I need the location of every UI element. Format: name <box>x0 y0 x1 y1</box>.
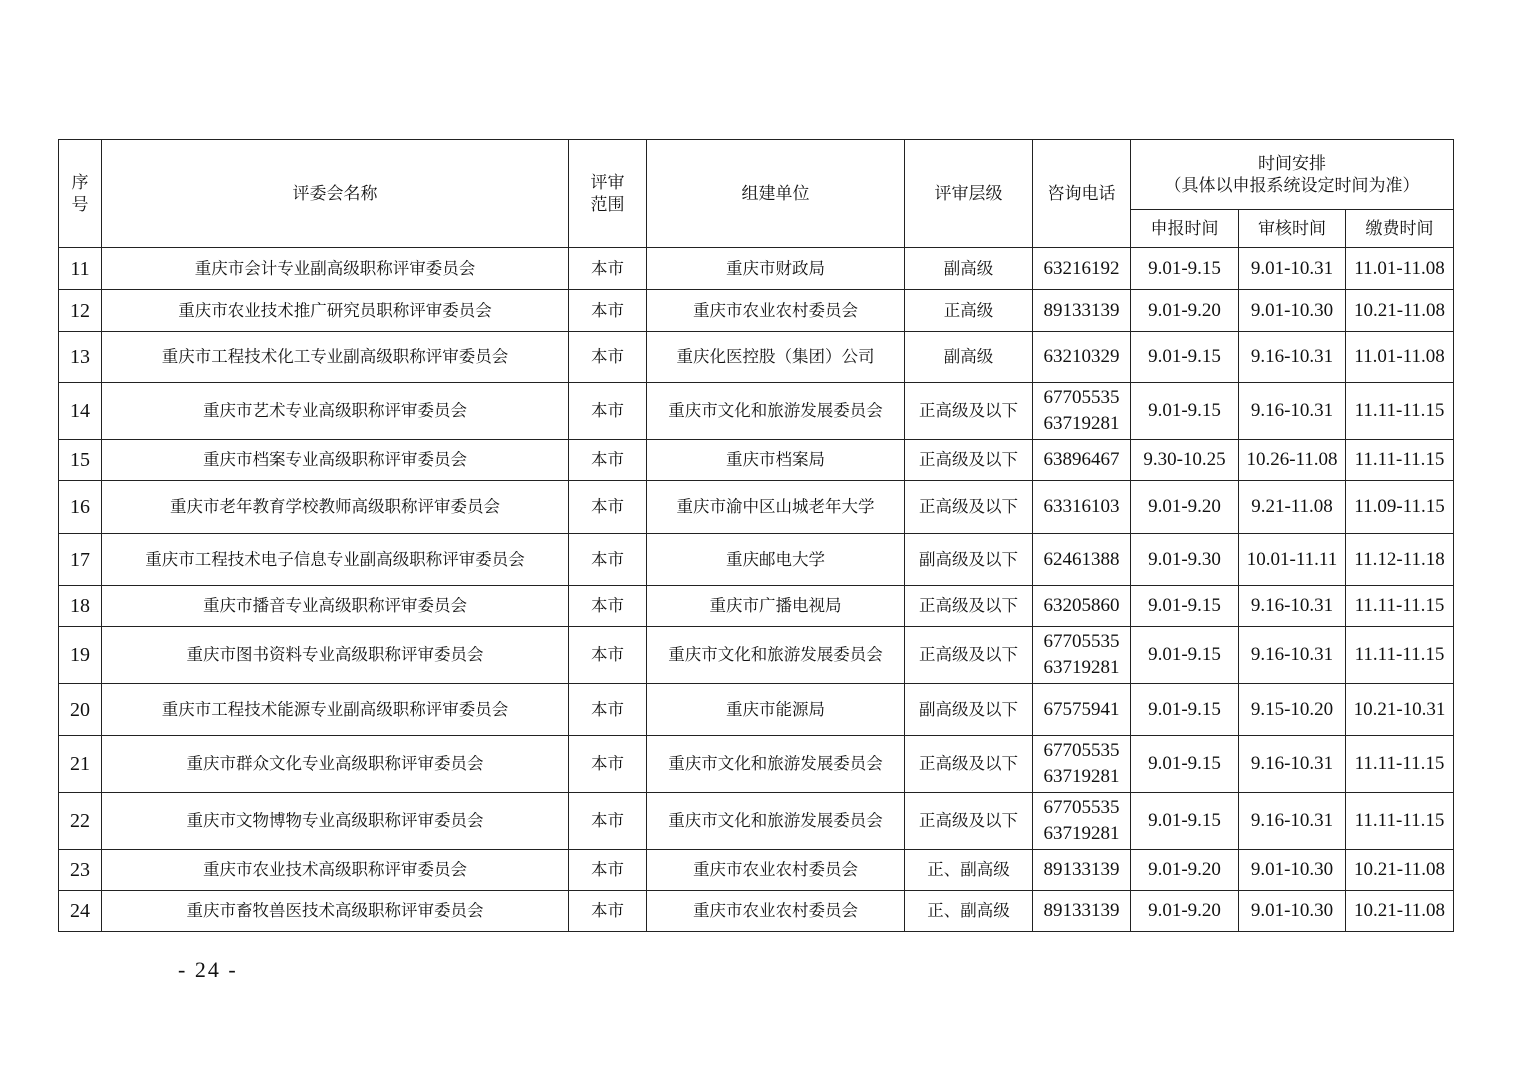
row-review-time: 10.26-11.08 <box>1239 440 1346 481</box>
phone-number: 67575941 <box>1043 698 1120 720</box>
row-committee-name: 重庆市工程技术化工专业副高级职称评审委员会 <box>102 332 569 383</box>
header-level: 评审层级 <box>905 140 1033 248</box>
table-row <box>59 586 1454 627</box>
row-phone <box>1033 383 1131 440</box>
table-row <box>59 891 1454 932</box>
row-review-time: 9.16-10.31 <box>1239 793 1346 850</box>
phone-number: 63719281 <box>1043 657 1120 678</box>
row-committee-name: 重庆市会计专业副高级职称评审委员会 <box>102 248 569 290</box>
row-org: 重庆市农业农村委员会 <box>647 850 905 891</box>
row-seq: 22 <box>59 793 102 850</box>
table-row <box>59 440 1454 481</box>
row-fee-time: 10.21-11.08 <box>1346 891 1454 932</box>
row-phone <box>1033 627 1131 684</box>
row-fee-time: 11.01-11.08 <box>1346 332 1454 383</box>
row-org: 重庆市农业农村委员会 <box>647 290 905 332</box>
phone-number: 63316103 <box>1043 496 1120 517</box>
row-scope: 本市 <box>569 793 647 850</box>
row-scope: 本市 <box>569 627 647 684</box>
row-org: 重庆市文化和旅游发展委员会 <box>647 793 905 850</box>
row-level: 正高级及以下 <box>905 793 1033 850</box>
table-row <box>59 793 1454 850</box>
table-body <box>59 248 1454 932</box>
review-committee-table <box>58 139 1454 932</box>
row-phone <box>1033 534 1131 586</box>
row-seq: 21 <box>59 736 102 793</box>
row-seq: 18 <box>59 586 102 627</box>
row-level: 正高级及以下 <box>905 586 1033 627</box>
row-phone <box>1033 850 1131 891</box>
table-row <box>59 481 1454 534</box>
row-committee-name: 重庆市农业技术高级职称评审委员会 <box>102 850 569 891</box>
table-row <box>59 736 1454 793</box>
row-seq: 24 <box>59 891 102 932</box>
row-fee-time: 11.11-11.15 <box>1346 440 1454 481</box>
row-fee-time: 11.11-11.15 <box>1346 736 1454 793</box>
row-org: 重庆市能源局 <box>647 684 905 736</box>
row-review-time: 9.01-10.31 <box>1239 248 1346 290</box>
row-level: 副高级 <box>905 248 1033 290</box>
row-committee-name: 重庆市畜牧兽医技术高级职称评审委员会 <box>102 891 569 932</box>
row-fee-time: 11.11-11.15 <box>1346 586 1454 627</box>
row-apply-time: 9.01-9.20 <box>1131 850 1239 891</box>
row-level: 正高级及以下 <box>905 383 1033 440</box>
row-review-time: 9.15-10.20 <box>1239 684 1346 736</box>
header-phone: 咨询电话 <box>1033 140 1131 248</box>
row-scope: 本市 <box>569 383 647 440</box>
phone-number: 67705535 <box>1043 740 1120 761</box>
row-scope: 本市 <box>569 586 647 627</box>
header-name: 评委会名称 <box>102 140 569 248</box>
phone-number: 63719281 <box>1043 766 1120 787</box>
row-phone <box>1033 793 1131 850</box>
row-seq: 11 <box>59 248 102 290</box>
row-apply-time: 9.01-9.15 <box>1131 793 1239 850</box>
row-seq: 15 <box>59 440 102 481</box>
row-phone <box>1033 481 1131 534</box>
row-committee-name: 重庆市老年教育学校教师高级职称评审委员会 <box>102 481 569 534</box>
phone-number: 89133139 <box>1043 900 1120 921</box>
table-row <box>59 332 1454 383</box>
row-fee-time: 11.12-11.18 <box>1346 534 1454 586</box>
row-committee-name: 重庆市艺术专业高级职称评审委员会 <box>102 383 569 440</box>
row-apply-time: 9.01-9.15 <box>1131 684 1239 736</box>
row-phone <box>1033 891 1131 932</box>
row-fee-time: 10.21-10.31 <box>1346 684 1454 736</box>
row-committee-name: 重庆市播音专业高级职称评审委员会 <box>102 586 569 627</box>
row-review-time: 9.16-10.31 <box>1239 332 1346 383</box>
row-fee-time: 11.11-11.15 <box>1346 627 1454 684</box>
row-review-time: 9.16-10.31 <box>1239 736 1346 793</box>
row-level: 正、副高级 <box>905 850 1033 891</box>
row-org: 重庆市广播电视局 <box>647 586 905 627</box>
row-org: 重庆市文化和旅游发展委员会 <box>647 383 905 440</box>
row-phone <box>1033 248 1131 290</box>
row-review-time: 9.01-10.30 <box>1239 290 1346 332</box>
row-org: 重庆市文化和旅游发展委员会 <box>647 627 905 684</box>
phone-number: 63719281 <box>1043 823 1120 844</box>
phone-number: 89133139 <box>1043 299 1120 321</box>
row-org: 重庆市文化和旅游发展委员会 <box>647 736 905 793</box>
table-row <box>59 290 1454 332</box>
row-level: 正高级及以下 <box>905 481 1033 534</box>
row-scope: 本市 <box>569 481 647 534</box>
row-review-time: 9.21-11.08 <box>1239 481 1346 534</box>
row-org: 重庆市档案局 <box>647 440 905 481</box>
row-level: 副高级 <box>905 332 1033 383</box>
row-apply-time: 9.01-9.15 <box>1131 736 1239 793</box>
row-scope: 本市 <box>569 891 647 932</box>
row-seq: 19 <box>59 627 102 684</box>
table-row <box>59 850 1454 891</box>
table-row <box>59 248 1454 290</box>
row-committee-name: 重庆市档案专业高级职称评审委员会 <box>102 440 569 481</box>
header-scope: 评审范围 <box>569 140 647 248</box>
row-seq: 17 <box>59 534 102 586</box>
row-scope: 本市 <box>569 332 647 383</box>
row-level: 正高级及以下 <box>905 627 1033 684</box>
phone-number: 62461388 <box>1043 548 1120 570</box>
row-scope: 本市 <box>569 684 647 736</box>
row-apply-time: 9.01-9.20 <box>1131 481 1239 534</box>
header-seq: 序号 <box>59 140 102 248</box>
row-seq: 13 <box>59 332 102 383</box>
row-fee-time: 11.09-11.15 <box>1346 481 1454 534</box>
row-phone <box>1033 684 1131 736</box>
row-org: 重庆市财政局 <box>647 248 905 290</box>
row-scope: 本市 <box>569 534 647 586</box>
header-schedule-note: （具体以申报系统设定时间为准） <box>1164 175 1420 196</box>
row-fee-time: 11.01-11.08 <box>1346 248 1454 290</box>
row-fee-time: 10.21-11.08 <box>1346 290 1454 332</box>
phone-number: 63896467 <box>1043 449 1120 470</box>
table-row <box>59 684 1454 736</box>
header-review: 审核时间 <box>1239 210 1346 248</box>
row-fee-time: 10.21-11.08 <box>1346 850 1454 891</box>
row-level: 副高级及以下 <box>905 534 1033 586</box>
row-fee-time: 11.11-11.15 <box>1346 793 1454 850</box>
phone-number: 67705535 <box>1043 631 1120 652</box>
row-seq: 16 <box>59 481 102 534</box>
row-review-time: 9.16-10.31 <box>1239 383 1346 440</box>
row-phone <box>1033 586 1131 627</box>
row-scope: 本市 <box>569 290 647 332</box>
row-committee-name: 重庆市工程技术电子信息专业副高级职称评审委员会 <box>102 534 569 586</box>
header-apply: 申报时间 <box>1131 210 1239 248</box>
phone-number: 67705535 <box>1043 797 1120 818</box>
row-phone <box>1033 290 1131 332</box>
row-review-time: 9.01-10.30 <box>1239 891 1346 932</box>
row-apply-time: 9.01-9.15 <box>1131 627 1239 684</box>
row-apply-time: 9.01-9.30 <box>1131 534 1239 586</box>
row-level: 正高级及以下 <box>905 440 1033 481</box>
row-fee-time: 11.11-11.15 <box>1346 383 1454 440</box>
row-phone <box>1033 736 1131 793</box>
row-apply-time: 9.01-9.15 <box>1131 586 1239 627</box>
phone-number: 63210329 <box>1043 346 1120 367</box>
table-row <box>59 534 1454 586</box>
row-apply-time: 9.01-9.15 <box>1131 248 1239 290</box>
row-scope: 本市 <box>569 736 647 793</box>
row-seq: 20 <box>59 684 102 736</box>
phone-number: 67705535 <box>1043 387 1120 408</box>
row-apply-time: 9.01-9.15 <box>1131 332 1239 383</box>
row-org: 重庆市农业农村委员会 <box>647 891 905 932</box>
row-level: 正高级及以下 <box>905 736 1033 793</box>
header-schedule-title: 时间安排 <box>1258 153 1326 174</box>
row-org: 重庆化医控股（集团）公司 <box>647 332 905 383</box>
row-committee-name: 重庆市农业技术推广研究员职称评审委员会 <box>102 290 569 332</box>
row-apply-time: 9.01-9.20 <box>1131 891 1239 932</box>
row-review-time: 10.01-11.11 <box>1239 534 1346 586</box>
row-seq: 12 <box>59 290 102 332</box>
row-review-time: 9.16-10.31 <box>1239 586 1346 627</box>
phone-number: 63205860 <box>1043 595 1120 616</box>
row-committee-name: 重庆市文物博物专业高级职称评审委员会 <box>102 793 569 850</box>
table-row <box>59 627 1454 684</box>
row-phone <box>1033 440 1131 481</box>
row-level: 正、副高级 <box>905 891 1033 932</box>
table-row <box>59 383 1454 440</box>
phone-number: 63216192 <box>1043 257 1120 279</box>
row-apply-time: 9.01-9.20 <box>1131 290 1239 332</box>
row-phone <box>1033 332 1131 383</box>
row-committee-name: 重庆市图书资料专业高级职称评审委员会 <box>102 627 569 684</box>
phone-number: 63719281 <box>1043 413 1120 434</box>
row-scope: 本市 <box>569 248 647 290</box>
row-committee-name: 重庆市群众文化专业高级职称评审委员会 <box>102 736 569 793</box>
row-scope: 本市 <box>569 850 647 891</box>
header-fee: 缴费时间 <box>1346 210 1454 248</box>
row-org: 重庆市渝中区山城老年大学 <box>647 481 905 534</box>
phone-number: 89133139 <box>1043 859 1120 880</box>
row-seq: 14 <box>59 383 102 440</box>
table-header <box>59 140 1454 248</box>
row-level: 正高级 <box>905 290 1033 332</box>
row-review-time: 9.16-10.31 <box>1239 627 1346 684</box>
row-org: 重庆邮电大学 <box>647 534 905 586</box>
row-review-time: 9.01-10.30 <box>1239 850 1346 891</box>
row-scope: 本市 <box>569 440 647 481</box>
row-seq: 23 <box>59 850 102 891</box>
header-org: 组建单位 <box>647 140 905 248</box>
header-schedule <box>1131 140 1454 210</box>
row-apply-time: 9.30-10.25 <box>1131 440 1239 481</box>
page-number: - 24 - <box>178 957 238 982</box>
row-committee-name: 重庆市工程技术能源专业副高级职称评审委员会 <box>102 684 569 736</box>
row-apply-time: 9.01-9.15 <box>1131 383 1239 440</box>
row-level: 副高级及以下 <box>905 684 1033 736</box>
